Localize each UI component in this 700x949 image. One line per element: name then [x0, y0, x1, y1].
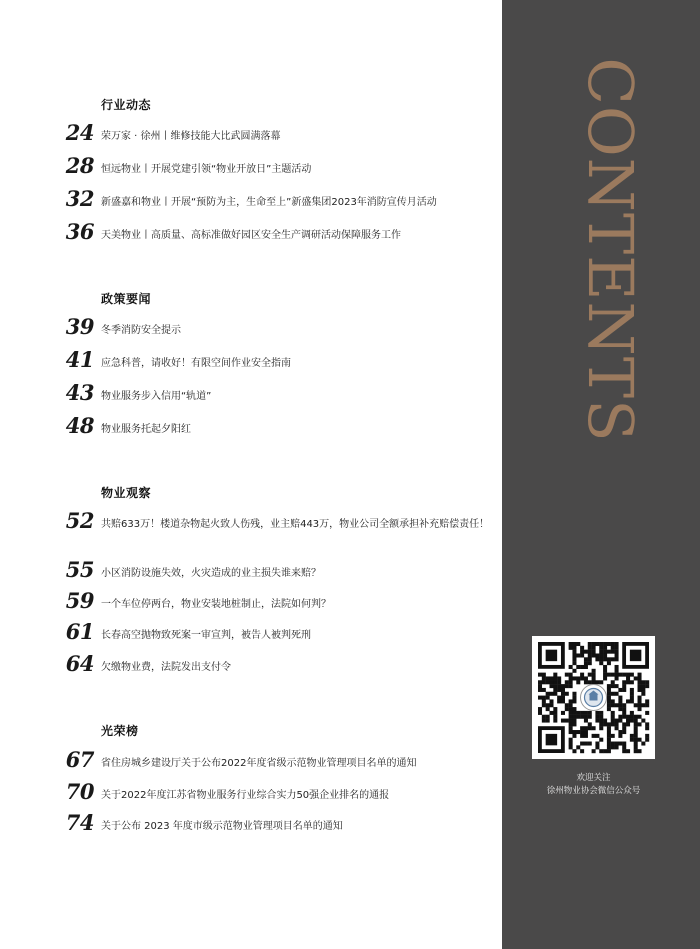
page-number: 24 [65, 120, 94, 145]
entry-title: 物业服务步入信用“轨道” [101, 391, 212, 402]
page-number: 39 [65, 314, 94, 339]
entry-title: 天美物业丨高质量、高标准做好园区安全生产调研活动保障服务工作 [101, 230, 401, 241]
entry-title: 物业服务托起夕阳红 [101, 424, 191, 435]
entry-title: 一个车位停两台，物业安装地桩制止，法院如何判？ [101, 599, 331, 610]
page-number: 28 [65, 153, 94, 178]
entry-title: 新盛嘉和物业丨开展“预防为主，生命至上”新盛集团2023年消防宣传月活动 [101, 197, 437, 208]
page-number: 36 [65, 219, 94, 244]
entry-title: 关于公布 2023 年度市级示范物业管理项目名单的通知 [101, 821, 343, 832]
entry-title: 关于2022年度江苏省物业服务行业综合实力50强企业排名的通报 [101, 790, 390, 801]
section-title-property-observation: 物业观察 [101, 486, 152, 500]
entry-title: 长春高空抛物致死案一审宣判，被告人被判死刑 [101, 630, 311, 641]
qr-code-icon[interactable] [532, 636, 655, 759]
entry-title: 荣万家 · 徐州丨维修技能大比武圆满落幕 [101, 131, 281, 142]
page-number: 52 [65, 508, 94, 533]
entry-title: 小区消防设施失效，火灾造成的业主损失谁来赔？ [101, 568, 321, 579]
page-number: 67 [65, 747, 94, 772]
page-number: 61 [65, 619, 94, 644]
page-number: 32 [65, 186, 94, 211]
entry-title: 恒远物业丨开展党建引领“物业开放日”主题活动 [101, 164, 312, 175]
entry-title: 共赔633万！楼道杂物起火致人伤残，业主赔443万，物业公司全额承担补充赔偿责任！ [101, 519, 490, 530]
page-number: 55 [65, 557, 94, 582]
entry-title: 应急科普，请收好！有限空间作业安全指南 [101, 358, 291, 369]
entry-title: 省住房城乡建设厅关于公布2022年度省级示范物业管理项目名单的通知 [101, 758, 417, 769]
entry-title: 欠缴物业费，法院发出支付令 [101, 662, 231, 673]
qr-caption [532, 772, 655, 798]
page-number: 59 [65, 588, 94, 613]
page-number: 41 [65, 347, 94, 372]
page-number: 48 [65, 413, 94, 438]
qr-code-graphic [532, 636, 655, 759]
page-number: 70 [65, 779, 94, 804]
page-number: 43 [65, 380, 94, 405]
qr-caption-line-2: 徐州物业协会微信公众号 [546, 786, 641, 796]
qr-caption-line-1: 欢迎关注 [576, 773, 611, 783]
entry-title: 冬季消防安全提示 [101, 325, 181, 336]
contents-heading [560, 57, 660, 443]
section-title-honor-roll: 光荣榜 [101, 724, 139, 738]
contents-word: CONTENTS [574, 57, 647, 443]
page-number: 64 [65, 651, 94, 676]
section-title-policy-news: 政策要闻 [101, 292, 152, 306]
section-title-industry-news: 行业动态 [101, 98, 152, 112]
page-number: 74 [65, 810, 94, 835]
